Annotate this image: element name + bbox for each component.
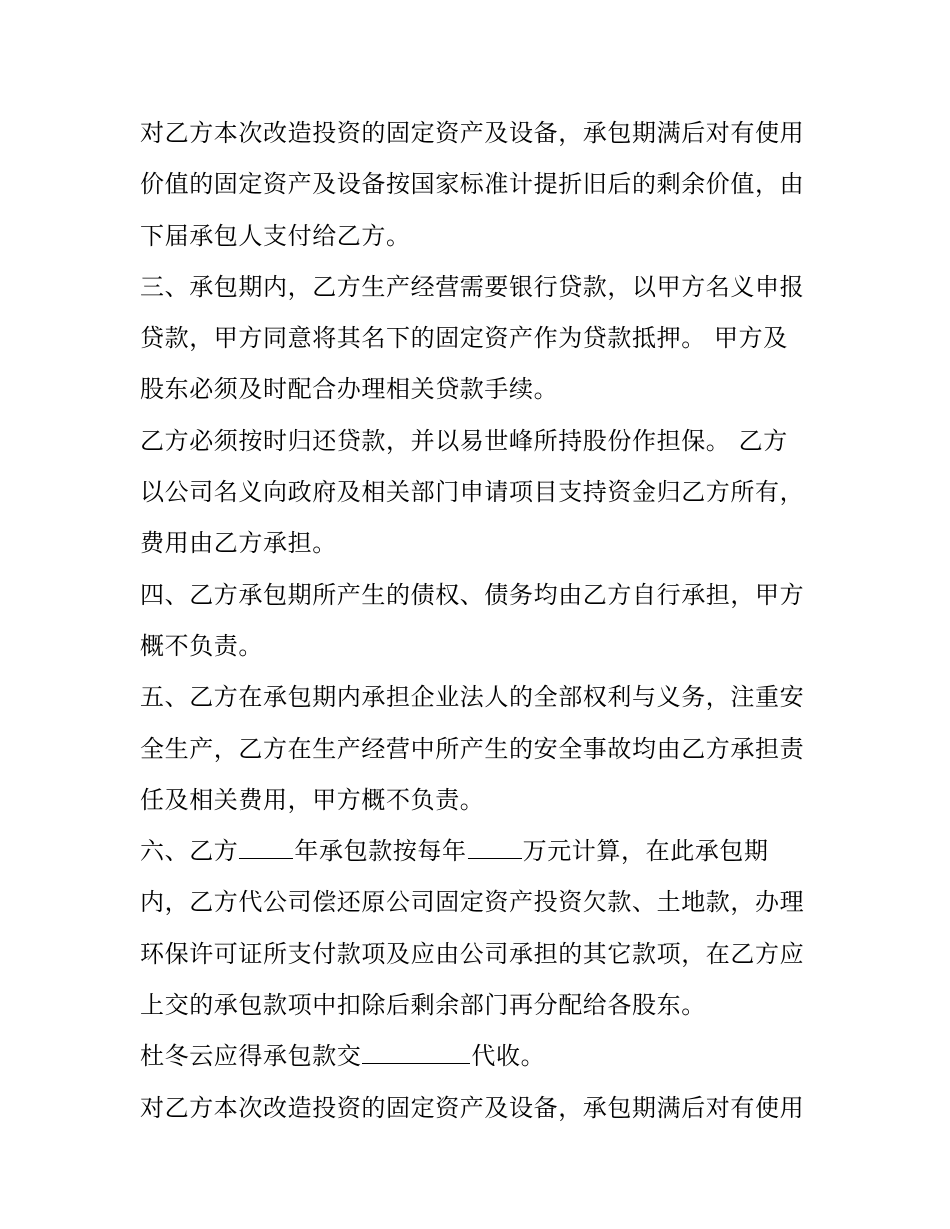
text-line: 内，乙方代公司偿还原公司固定资产投资欠款、土地款，办理	[140, 888, 805, 917]
text-segment: 代收。	[471, 1042, 546, 1071]
fill-in-blank	[362, 1043, 470, 1064]
text-line: 费用由乙方承担。	[140, 529, 337, 558]
text-line: 任及相关费用，甲方概不负责。	[140, 785, 485, 814]
text-line: 概不负责。	[140, 631, 263, 660]
text-line: 四、乙方承包期所产生的债权、债务均由乙方自行承担，甲方	[140, 580, 805, 609]
text-line: 贷款，甲方同意将其名下的固定资产作为贷款抵押。 甲方及	[140, 324, 788, 353]
fill-in-blank	[468, 838, 522, 859]
text-line: 全生产，乙方在生产经营中所产生的安全事故均由乙方承担责	[140, 734, 805, 763]
text-line-with-blanks	[140, 826, 820, 877]
text-line: 下届承包人支付给乙方。	[140, 221, 411, 250]
text-line-with-blanks	[140, 1031, 820, 1082]
text-line: 股东必须及时配合办理相关贷款手续。	[140, 375, 559, 404]
text-line: 环保许可证所支付款项及应由公司承担的其它款项，在乙方应	[140, 939, 805, 968]
text-line: 三、承包期内，乙方生产经营需要银行贷款，以甲方名义申报	[140, 272, 805, 301]
text-line: 乙方必须按时归还贷款，并以易世峰所持股份作担保。 乙方	[140, 426, 788, 455]
document-body	[140, 108, 820, 1134]
text-line: 对乙方本次改造投资的固定资产及设备，承包期满后对有使用	[140, 1093, 805, 1122]
text-segment: 年承包款按每年	[294, 837, 467, 866]
text-segment: 杜冬云应得承包款交	[140, 1042, 362, 1071]
text-line: 上交的承包款项中扣除后剩余部门再分配给各股东。	[140, 991, 706, 1020]
text-segment: 万元计算，在此承包期	[522, 837, 769, 866]
text-segment: 六、乙方	[140, 837, 239, 866]
text-line: 对乙方本次改造投资的固定资产及设备，承包期满后对有使用	[140, 119, 805, 147]
text-line: 价值的固定资产及设备按国家标准计提折旧后的剩余价值，由	[140, 170, 805, 199]
text-line: 以公司名义向政府及相关部门申请项目支持资金归乙方所有，	[140, 478, 805, 507]
text-line: 五、乙方在承包期内承担企业法人的全部权利与义务，注重安	[140, 683, 805, 712]
fill-in-blank	[239, 838, 293, 859]
